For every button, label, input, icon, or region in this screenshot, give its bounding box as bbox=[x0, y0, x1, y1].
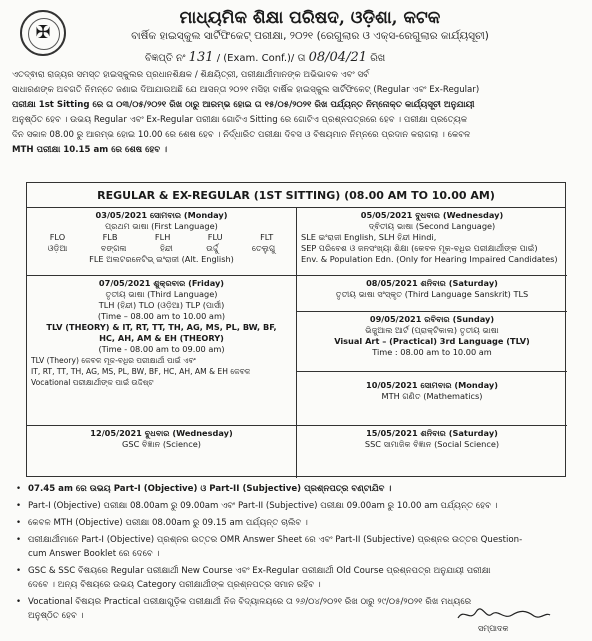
instruction-item bbox=[16, 564, 582, 592]
cell-paper: ତୃତୀୟ ଭାଷା (Third Language) bbox=[105, 289, 218, 299]
signer-title: ସମ୍ପାଦକ bbox=[478, 624, 509, 633]
cell-date: 08/05/2021 ଶନିବାର (Saturday) bbox=[366, 278, 498, 288]
bullet-icon: • bbox=[16, 535, 22, 545]
cell-time: (Time – 08.00 am to 10.00 am) bbox=[97, 311, 226, 321]
schedule-cell-mathematics bbox=[297, 372, 567, 426]
instruction-item bbox=[16, 482, 582, 496]
cell-note: IT, RT, TT, TH, AG, MS, PL, BW, BF, HC, AH, AM & EH କେବଳ bbox=[31, 367, 251, 376]
language-names bbox=[31, 243, 292, 254]
instruction-text: Part-I (Objective) ପରୀକ୍ଷା 08.00am ରୁ 09.00am ଏବଂ Part-II (Subjective) ପରୀକ୍ଷା 09.00am ରୁ 10.00 am ପର୍ଯ୍ୟନ୍ତ ହେବ । bbox=[28, 501, 498, 511]
ref-number: 131 bbox=[188, 50, 214, 65]
cell-note: TLV (Theory) କେବଳ ମୂକ-ବଧିର ପରୀକ୍ଷାର୍ଥୀ ପାଇଁ ଏବଂ bbox=[31, 356, 196, 365]
schedule-cell-science bbox=[27, 426, 297, 478]
cell-time: (Time - 08.00 am to 09.00 am) bbox=[98, 344, 225, 354]
cell-date: 07/05/2021 ଶୁକ୍ରବାର (Friday) bbox=[98, 278, 225, 288]
lang: ଉର୍ଦ୍ଦୁ bbox=[206, 243, 219, 253]
code: FLU bbox=[207, 232, 223, 242]
signature-mark bbox=[456, 606, 552, 624]
schedule-cell-second-language bbox=[297, 208, 567, 276]
ref-prefix: ବିଜ୍ଞପ୍ତି ନଂ bbox=[145, 53, 186, 64]
bullet-icon: • bbox=[16, 566, 22, 576]
code: FLB bbox=[102, 232, 118, 242]
schedule-cell-social-science bbox=[297, 426, 567, 478]
instruction-text: GSC & SSC ବିଷୟରେ Regular ପରୀକ୍ଷାର୍ଥୀ New Course ଏବଂ Ex-Regular ପରୀକ୍ଷାର୍ଥୀ Old Course ପ୍ରଶ୍ନପତ୍ର ଅନୁଯାୟୀ ପରୀକ୍ଷା bbox=[28, 566, 491, 576]
instruction-text: ଅନୁଷ୍ଠିତ ହେବ । bbox=[28, 611, 84, 621]
schedule-cell-third-language bbox=[27, 276, 297, 426]
bullet-icon: • bbox=[16, 501, 22, 511]
intro-line: ଦିନ ସକାଳ 08.00 ରୁ ଆରମ୍ଭ ହୋଇ 10.00 ରେ ଶେଷ ହେବ । ନିର୍ଦ୍ଧାରିତ ପରୀକ୍ଷା ଦିବସ ଓ ବିଷୟମାନ ନିମ୍ନରେ ପ୍ରଦାନ କରାଗଲା । କେବଳ bbox=[12, 130, 471, 140]
cell-line: SEP ପରିବେଶ ଓ ଜନସଂଖ୍ୟା ଶିକ୍ଷା (କେବଳ ମୂକ-ବଧିର ପରୀକ୍ଷାର୍ଥୀଙ୍କ ପାଇଁ) bbox=[301, 243, 538, 253]
code: FLO bbox=[49, 232, 66, 242]
page-subtitle: ବାର୍ଷିକ ହାଇସ୍କୁଲ ସାର୍ଟିଫିକେଟ୍ ପରୀକ୍ଷା, ୨୦୨୧ (ରେଗୁଲାର ଓ ଏକ୍ସ-ରେଗୁଲାର କାର୍ଯ୍ୟସୂଚୀ) bbox=[131, 30, 489, 42]
page-title: ମାଧ୍ୟମିକ ଶିକ୍ଷା ପରିଷଦ, ଓଡ଼ିଶା, କଟକ bbox=[179, 8, 441, 28]
schedule-cell-first-language bbox=[27, 208, 297, 276]
cell-codes: TLH (ହିନ୍ଦୀ) TLO (ଓଡ଼ିଆ) TLP (ପାର୍ସୀ) bbox=[98, 300, 225, 310]
code: FLT bbox=[260, 232, 274, 242]
instruction-item bbox=[16, 499, 582, 513]
cell-date: 10/05/2021 ସୋମବାର (Monday) bbox=[366, 380, 498, 390]
lang: ହିନ୍ଦୀ bbox=[160, 243, 173, 253]
cell-paper-en: Visual Art – (Practical) 3rd Language (TLV) bbox=[334, 336, 530, 346]
instruction-text: 07.45 am ରେ ଉଭୟ Part-I (Objective) ଓ Part-II (Subjective) ପ୍ରଶ୍ନପତ୍ର ବଣ୍ଟାଯିବ । bbox=[28, 484, 392, 494]
cell-line: TLV (THEORY) & IT, RT, TT, TH, AG, MS, PL, BW, BF, bbox=[46, 322, 277, 332]
cell-paper: ଦ୍ଵିତୀୟ ଭାଷା (Second Language) bbox=[368, 221, 496, 231]
language-codes bbox=[31, 232, 292, 243]
cell-paper: ପ୍ରଥମ ଭାଷା (First Language) bbox=[105, 221, 218, 231]
bullet-icon: • bbox=[16, 518, 22, 528]
cell-line: SLE ଇଂରାଜୀ English, SLH ହିନ୍ଦୀ Hindi, bbox=[301, 232, 437, 242]
cell-alt-english: FLE ଅଲଟରନେଟିଭ୍ ଇଂରାଜୀ (Alt. English) bbox=[89, 254, 234, 264]
cell-date: 05/05/2021 ବୁଧବାର (Wednesday) bbox=[360, 210, 504, 220]
bullet-icon: • bbox=[16, 484, 22, 494]
intro-line: MTH ପରୀକ୍ଷା 10.15 am ରେ ଶେଷ ହେବ । bbox=[12, 145, 168, 155]
cell-date: 09/05/2021 ରବିବାର (Sunday) bbox=[369, 314, 495, 324]
cell-paper: MTH ଗଣିତ (Mathematics) bbox=[381, 391, 483, 401]
intro-line: ପରୀକ୍ଷା 1st Sitting ରେ ତା ୦୩/୦୫/୨୦୨୧ ରିଖ ଠାରୁ ଆରମ୍ଭ ହୋଇ ତା ୧୫/୦୫/୨୦୨୧ ରିଖ ପର୍ଯ୍ୟନ୍ତ ନିମ୍ନୋକ୍ତ କାର୍ଯ୍ୟସୂଚୀ ଅନୁଯାୟୀ bbox=[12, 100, 475, 110]
instruction-text: କେବଳ MTH (Objective) ପରୀକ୍ଷା 08.00am ରୁ 09.15 am ପର୍ଯ୍ୟନ୍ତ ଚାଲିବ । bbox=[28, 518, 308, 528]
lang: ଓଡ଼ିଆ bbox=[47, 243, 68, 253]
intro-paragraph bbox=[12, 68, 582, 158]
intro-line: ଅନୁଷ୍ଠିତ ହେବ । ଉଭୟ Regular ଏବଂ Ex-Regular ପରୀକ୍ଷା ଗୋଟିଏ Sitting ରେ ଗୋଟିଏ ପ୍ରଶ୍ନପତ୍ରରେ ହେବ । ପରୀକ୍ଷା ପ୍ରତ୍ୟେକ bbox=[12, 115, 468, 125]
schedule-cell-sanskrit bbox=[297, 276, 567, 312]
cell-date: 03/05/2021 ସୋମବାର (Monday) bbox=[95, 210, 228, 220]
cell-paper: GSC ବିଜ୍ଞାନ (Science) bbox=[122, 439, 201, 449]
schedule-cell-visual-art bbox=[297, 312, 567, 372]
exam-schedule-table bbox=[26, 182, 566, 477]
instructions-list bbox=[16, 482, 582, 626]
intro-line: ଏତଦ୍ଵାରା ରାଜ୍ୟର ସମସ୍ତ ହାଇସ୍କୁଲର ପ୍ରଧାନଶିକ୍ଷକ / ଶିକ୍ଷୟିତ୍ରୀ, ପରୀକ୍ଷାର୍ଥୀମାନଙ୍କ ଅଭିଭାବକ ଏବଂ ସର୍ବ bbox=[12, 70, 369, 80]
ref-date: 08/04/21 bbox=[308, 50, 367, 65]
code: FLH bbox=[154, 232, 171, 242]
cell-time: Time : 08.00 am to 10.00 am bbox=[372, 347, 492, 357]
cell-note: Vocational ପରୀକ୍ଷାର୍ଥୀଙ୍କ ପାଇଁ ଉଦ୍ଦିଷ୍ଟ bbox=[31, 378, 154, 387]
instruction-item bbox=[16, 533, 582, 561]
lang: ବଙ୍ଗଳା bbox=[100, 243, 127, 253]
instruction-text: Vocational ବିଷୟର Practical ପରୀକ୍ଷାଗୁଡ଼ିକ ପରୀକ୍ଷାର୍ଥୀ ନିଜ ବିଦ୍ୟାଳୟରେ ତା ୨୬/୦୪/୨୦୨୧ ରିଖ ଠାରୁ ୨୯/୦୫/୨୦୨୧ ରିଖ ମଧ୍ୟରେ bbox=[28, 597, 472, 607]
schedule-heading: REGULAR & EX-REGULAR (1ST SITTING) (08.00 AM TO 10.00 AM) bbox=[27, 183, 565, 208]
instruction-text: ଦେବେ । ଅନ୍ୟ ବିଷୟରେ ଉଭୟ Category ପରୀକ୍ଷାର୍ଥୀଙ୍କ ପ୍ରଶ୍ନପତ୍ର ସମାନ ରହିବ । bbox=[28, 580, 321, 590]
notification-reference bbox=[145, 50, 385, 65]
instruction-text: ପରୀକ୍ଷାର୍ଥୀମାନେ Part-I (Objective) ପ୍ରଶ୍ନର ଉତ୍ତର OMR Answer Sheet ରେ ଏବଂ Part-II (Subjective) ପ୍ରଶ୍ନର ଉତ୍ତର Question- bbox=[28, 535, 523, 545]
cell-date: 15/05/2021 ଶନିବାର (Saturday) bbox=[366, 428, 498, 438]
board-seal-icon: ✠ bbox=[20, 10, 66, 56]
ref-suffix: / (Exam. Conf.)/ ତା bbox=[216, 53, 306, 64]
cell-paper: SSC ସାମାଜିକ ବିଜ୍ଞାନ (Social Science) bbox=[364, 439, 500, 449]
lang: ତେଲୁଗୁ bbox=[251, 243, 276, 253]
intro-line: ସାଧାରଣଙ୍କ ଅବଗତି ନିମନ୍ତେ ଜଣାଇ ଦିଆଯାଉଅଛି ଯେ ଆସନ୍ତା ୨୦୨୧ ମସିହା ବାର୍ଷିକ ହାଇସ୍କୁଲ ସାର୍ଟିଫିକେଟ୍ (Regular ଏବଂ Ex-Regular) bbox=[12, 85, 480, 95]
cell-paper: ଭିଜୁଆଲ ଆର୍ଟ (ପ୍ରାକ୍ଟିକାଲ) ତୃତୀୟ ଭାଷା bbox=[365, 325, 499, 335]
cell-line: Env. & Population Edn. (Only for Hearing Impaired Candidates) bbox=[301, 254, 558, 264]
cell-date: 12/05/2021 ବୁଧବାର (Wednesday) bbox=[90, 428, 233, 438]
cell-line: HC, AH, AM & EH (THEORY) bbox=[99, 333, 224, 343]
cell-paper: ତୃତୀୟ ଭାଷା ସଂସ୍କୃତ (Third Language Sanskrit) TLS bbox=[335, 289, 529, 299]
ref-end: ରିଖ bbox=[370, 53, 386, 64]
instruction-text: cum Answer Booklet ରେ ଦେବେ । bbox=[28, 549, 160, 559]
instruction-item bbox=[16, 516, 582, 530]
bullet-icon: • bbox=[16, 597, 22, 607]
